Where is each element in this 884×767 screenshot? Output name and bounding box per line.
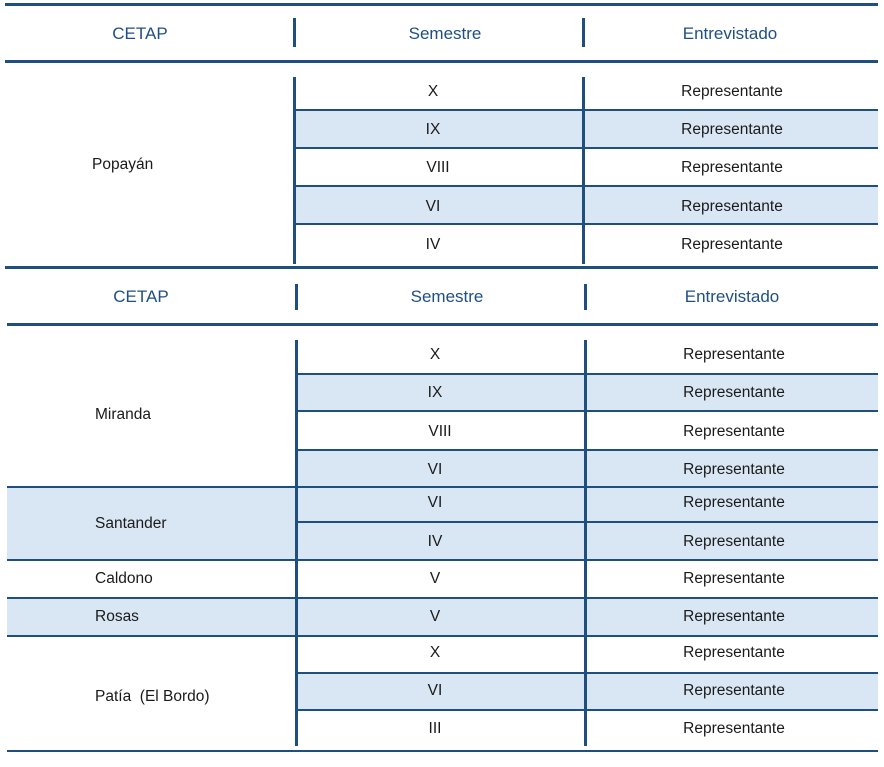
semestre-cell: VIII	[428, 423, 452, 440]
table-bottom-rule	[7, 750, 878, 752]
header-cetap: CETAP	[113, 287, 169, 306]
column-separator	[584, 340, 587, 746]
semestre-cell: VI	[425, 198, 441, 215]
row-divider	[296, 109, 878, 111]
semestre-cell: VI	[427, 494, 443, 511]
entrevistado-cell: Representante	[683, 494, 785, 511]
entrevistado-cell: Representante	[683, 461, 785, 478]
entrevistado-cell: Representante	[683, 533, 785, 550]
row-divider	[298, 709, 878, 711]
group-divider	[7, 597, 878, 599]
header-separator	[295, 284, 298, 310]
row-divider	[296, 147, 878, 149]
group-divider	[7, 559, 878, 561]
column-separator	[293, 77, 296, 264]
cetap-name: Miranda	[95, 406, 151, 423]
semestre-cell: X	[429, 644, 441, 661]
semestre-cell: X	[427, 83, 439, 100]
header-separator	[582, 18, 585, 47]
semestre-cell: IV	[425, 236, 441, 253]
row-divider	[298, 672, 878, 674]
header-cetap: CETAP	[112, 24, 168, 43]
entrevistado-cell: Representante	[681, 198, 783, 215]
row-divider	[298, 373, 878, 375]
cetap-name: Caldono	[95, 570, 153, 587]
semestre-cell: VI	[427, 461, 443, 478]
semestre-cell: VIII	[426, 159, 450, 176]
header-separator	[584, 284, 587, 310]
entrevistado-cell: Representante	[683, 570, 785, 587]
entrevistado-cell: Representante	[683, 384, 785, 401]
entrevistado-cell: Representante	[683, 644, 785, 661]
header-semestre: Semestre	[410, 287, 484, 306]
column-separator	[295, 340, 298, 746]
group-divider	[7, 486, 878, 488]
table-bottom-rule	[5, 266, 878, 269]
entrevistado-cell: Representante	[683, 346, 785, 363]
entrevistado-cell: Representante	[681, 121, 783, 138]
semestre-cell: IV	[427, 533, 443, 550]
entrevistado-cell: Representante	[681, 83, 783, 100]
row-divider	[298, 521, 878, 523]
semestre-cell: V	[429, 608, 441, 625]
semestre-cell: IX	[427, 384, 443, 401]
row-divider	[298, 410, 878, 412]
group-divider	[7, 635, 878, 637]
column-separator	[582, 77, 585, 264]
entrevistado-cell: Representante	[683, 720, 785, 737]
header-bottom-rule	[7, 323, 878, 326]
cetap-name: Patía (El Bordo)	[95, 688, 210, 705]
semestre-cell: X	[429, 346, 441, 363]
semestre-cell: IX	[425, 121, 441, 138]
entrevistado-cell: Representante	[683, 608, 785, 625]
semestre-cell: III	[428, 720, 442, 737]
header-entrevistado: Entrevistado	[684, 287, 780, 306]
row-divider	[296, 185, 878, 187]
semestre-cell: VI	[427, 682, 443, 699]
header-bottom-rule	[5, 60, 878, 63]
entrevistado-cell: Representante	[683, 423, 785, 440]
table-top-rule	[5, 3, 878, 6]
cetap-name: Rosas	[95, 608, 139, 625]
row-divider	[296, 223, 878, 225]
row-divider	[298, 449, 878, 451]
cetap-name: Santander	[95, 515, 167, 532]
header-separator	[293, 18, 296, 47]
entrevistado-cell: Representante	[681, 159, 783, 176]
entrevistado-cell: Representante	[681, 236, 783, 253]
header-semestre: Semestre	[408, 24, 482, 43]
entrevistado-cell: Representante	[683, 682, 785, 699]
cetap-name: Popayán	[92, 156, 154, 173]
header-entrevistado: Entrevistado	[682, 24, 778, 43]
semestre-cell: V	[429, 570, 441, 587]
